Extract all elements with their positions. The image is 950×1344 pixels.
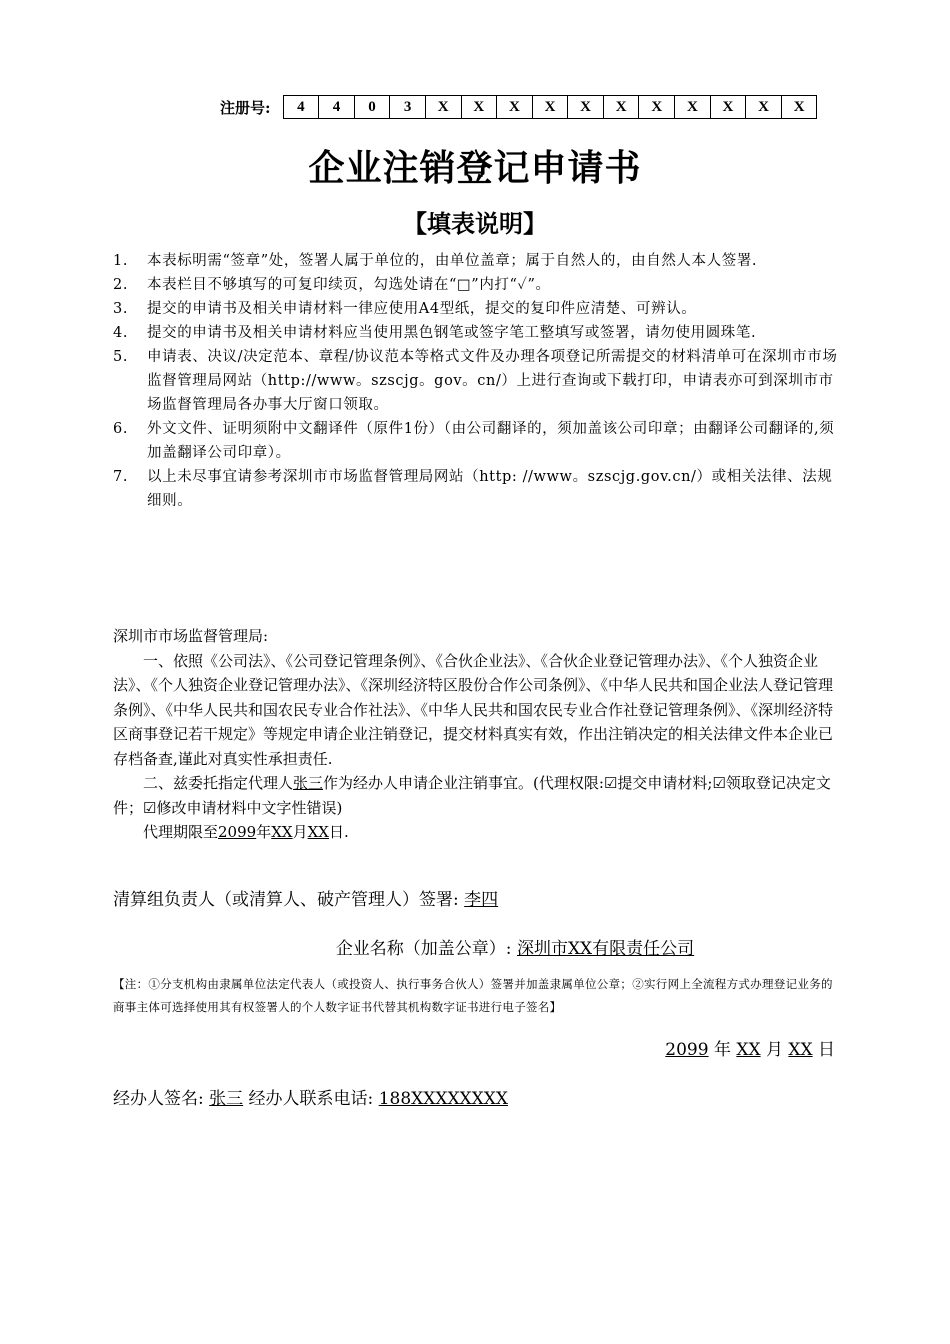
registration-number bbox=[220, 95, 817, 119]
registration-digit: 4 bbox=[318, 96, 354, 118]
registration-digit: X bbox=[496, 96, 532, 118]
instruction-item bbox=[113, 273, 840, 297]
liquidator-label: 清算组负责人（或清算人、破产管理人）签署: bbox=[113, 890, 459, 910]
instruction-text: 以上未尽事宜请参考深圳市市场监督管理局网站（http: //www。szscjg.gov.cn/）或相关法律、法规细则。 bbox=[147, 469, 833, 509]
instruction-number: 6. bbox=[113, 421, 129, 437]
registration-digit: X bbox=[603, 96, 639, 118]
para2-suffix: 作为经办人申请企业注销事宜。(代理权限:☑提交申请材料;☑领取登记决定文件；☑修改申请材料中文字性错误) bbox=[113, 774, 831, 817]
liquidator-name-field[interactable]: 李四 bbox=[464, 890, 499, 910]
company-name-line bbox=[0, 934, 950, 959]
instruction-number: 5. bbox=[113, 349, 129, 365]
term-month-field[interactable]: XX bbox=[271, 823, 293, 841]
registration-digit: 4 bbox=[297, 99, 305, 115]
instruction-number: 7. bbox=[113, 469, 129, 485]
registration-digit: 3 bbox=[389, 96, 425, 118]
declaration-paragraph-2 bbox=[113, 771, 840, 820]
term-month-label: 月 bbox=[292, 823, 308, 841]
instruction-item bbox=[113, 345, 840, 417]
registration-label: 注册号: bbox=[220, 98, 271, 117]
instruction-text: 申请表、决议/决定范本、章程/协议范本等格式文件及办理各项登记所需提交的材料清单可在深圳市市场监督管理局网站（http://www。szscjg。gov。cn/）上进行查询或下载打印，申请表亦可到深圳市市场监督管理局各办事大厅窗口领取。 bbox=[147, 349, 838, 413]
document-title: 企业注销登记申请书 bbox=[308, 147, 642, 189]
company-label: 企业名称（加盖公章）: bbox=[335, 939, 512, 959]
term-day-field[interactable]: XX bbox=[307, 823, 329, 841]
instructions-heading: 【填表说明】 bbox=[403, 209, 547, 238]
registration-digit: X bbox=[461, 96, 497, 118]
term-year-field[interactable]: 2099 bbox=[218, 823, 257, 841]
registration-digit: X bbox=[781, 96, 817, 118]
declaration bbox=[113, 624, 840, 845]
instruction-number: 1. bbox=[113, 253, 129, 269]
agent-phone-field[interactable]: 188XXXXXXXX bbox=[378, 1089, 508, 1109]
instruction-number: 2. bbox=[113, 277, 129, 293]
registration-cells bbox=[283, 95, 818, 119]
instructions-list bbox=[113, 249, 840, 513]
declaration-addressee: 深圳市市场监督管理局: bbox=[113, 627, 269, 645]
date-month-field[interactable]: XX bbox=[736, 1040, 761, 1060]
liquidator-signature bbox=[113, 885, 498, 910]
date-day-field[interactable]: XX bbox=[788, 1040, 813, 1060]
agent-label: 经办人签名: bbox=[113, 1089, 204, 1109]
declaration-paragraph-1: 一、依照《公司法》、《公司登记管理条例》、《合伙企业法》、《合伙企业登记管理办法》、《个人独资企业法》、《个人独资企业登记管理办法》、《深圳经济特区股份合作公司条例》、《中华人民共和国企业法人登记管理条例》、《中华人民共和国农民专业合作社法》、《中华人民共和国农民专业合作社登记管理条例》、《深圳经济特区商事登记若干规定》等规定申请企业注销登记，提交材料真实有效，作出注销决定的相关法律文件本企业已存档备查,谨此对真实性承担责任. bbox=[113, 651, 834, 768]
instruction-item bbox=[113, 417, 840, 465]
registration-digit: 0 bbox=[354, 96, 390, 118]
agent-signature-line bbox=[113, 1084, 508, 1109]
term-year-label: 年 bbox=[256, 823, 272, 841]
date-month-label: 月 bbox=[765, 1040, 783, 1060]
registration-digit: X bbox=[745, 96, 781, 118]
footnote: 【注：①分支机构由隶属单位法定代表人（或投资人、执行事务合伙人）签署并加盖隶属单位公章；②实行网上全流程方式办理登记业务的商事主体可选择使用其有权签署人的个人数字证书代替其机构数字证书进行电子签名】 bbox=[113, 977, 833, 1014]
agent-signature-field[interactable]: 张三 bbox=[209, 1089, 244, 1109]
term-day-label: 日. bbox=[328, 823, 349, 841]
registration-digit: X bbox=[425, 96, 461, 118]
instruction-number: 3. bbox=[113, 301, 129, 317]
agent-phone-label: 经办人联系电话: bbox=[248, 1089, 374, 1109]
company-name-field[interactable]: 深圳市XX有限责任公司 bbox=[516, 939, 695, 959]
instruction-item bbox=[113, 297, 840, 321]
instruction-number: 4. bbox=[113, 325, 129, 341]
registration-digit: X bbox=[638, 96, 674, 118]
instruction-text: 外文文件、证明须附中文翻译件（原件1份）（由公司翻译的，须加盖该公司印章；由翻译公司翻译的,须加盖翻译公司印章）。 bbox=[147, 421, 835, 461]
registration-digit: X bbox=[674, 96, 710, 118]
instruction-text: 本表栏目不够填写的可复印续页，勾选处请在“□”内打“✓”。 bbox=[147, 277, 551, 293]
date-year-label: 年 bbox=[713, 1040, 731, 1060]
date-year-field[interactable]: 2099 bbox=[665, 1040, 709, 1060]
term-prefix: 代理期限至 bbox=[143, 823, 219, 841]
agency-term bbox=[113, 820, 840, 845]
signing-date bbox=[665, 1035, 835, 1060]
agent-name-field[interactable]: 张三 bbox=[293, 774, 324, 792]
instruction-item bbox=[113, 321, 840, 345]
instruction-text: 提交的申请书及相关申请材料应当使用黑色钢笔或签字笔工整填写或签署，请勿使用圆珠笔. bbox=[147, 325, 757, 341]
instruction-item bbox=[113, 465, 840, 513]
para2-prefix: 二、兹委托指定代理人 bbox=[143, 774, 294, 792]
instruction-text: 本表标明需“签章”处，签署人属于单位的，由单位盖章；属于自然人的，由自然人本人签署. bbox=[147, 253, 758, 269]
registration-digit: X bbox=[710, 96, 746, 118]
registration-digit: X bbox=[567, 96, 603, 118]
date-day-label: 日 bbox=[818, 1040, 835, 1060]
instruction-item bbox=[113, 249, 840, 273]
registration-digit: X bbox=[532, 96, 568, 118]
instruction-text: 提交的申请书及相关申请材料一律应使用A4型纸，提交的复印件应清楚、可辨认。 bbox=[147, 301, 697, 317]
